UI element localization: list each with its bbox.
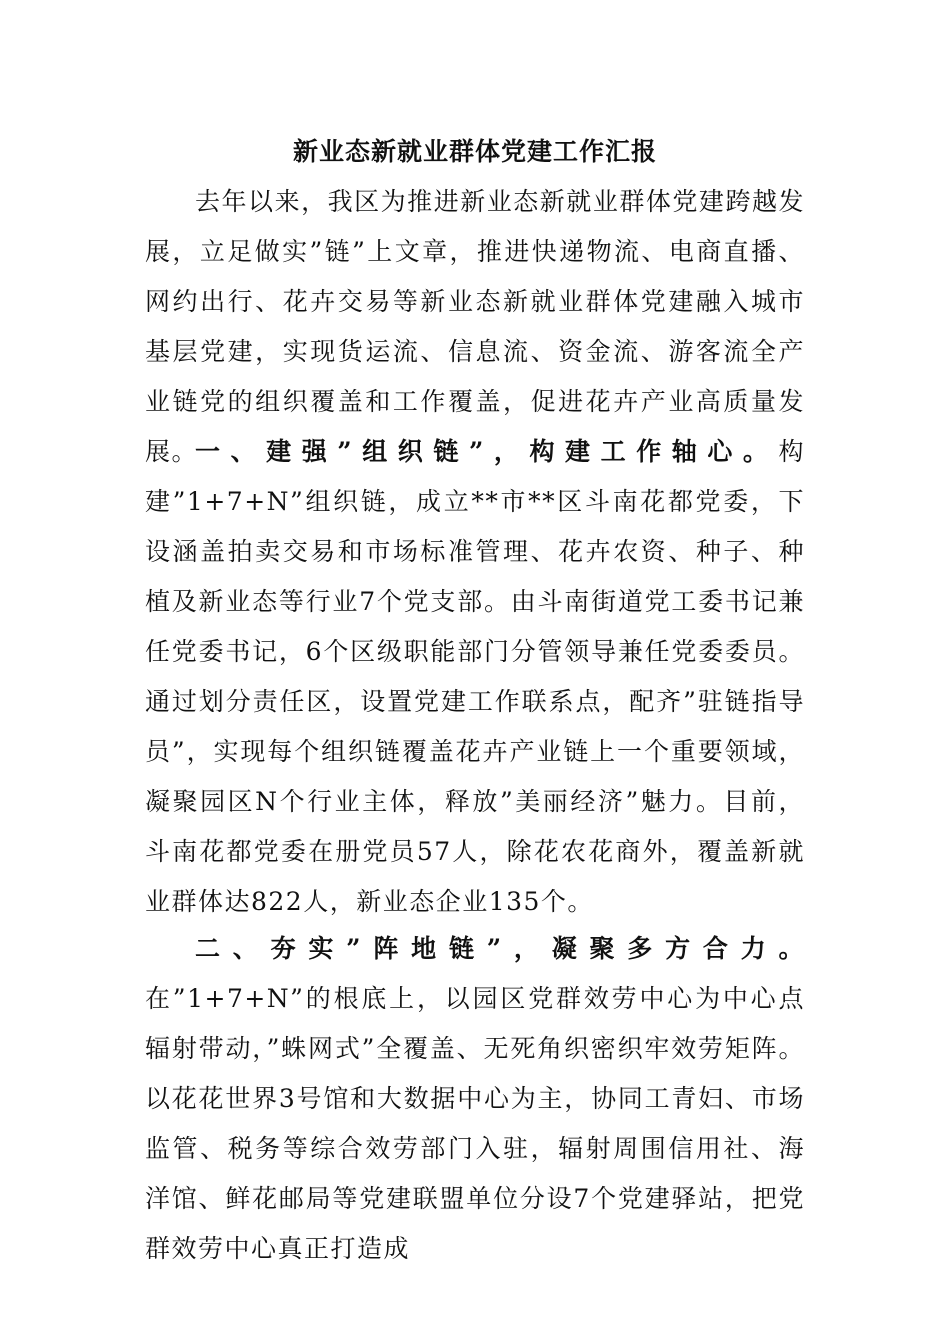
- paragraph-organization-chain: [145, 427, 805, 927]
- paragraph-position-chain-text: 在”1+7+N”的根底上，以园区党群效劳中心为中心点辐射带动，”蛛网式”全覆盖、无死角织密织牢效劳矩阵。以花花世界3号馆和大数据中心为主，协同工青妇、市场监管、税务等综合效劳部门入驻，辐射周围信用社、海洋馆、鲜花邮局等党建联盟单位分设7个党建驿站，把党群效劳中心真正打造成: [145, 984, 805, 1263]
- paragraph-position-chain: [145, 924, 805, 1274]
- document-title: 新业态新就业群体党建工作汇报: [292, 137, 657, 166]
- section-heading-position-chain: 二、夯实”阵地链”，凝聚多方合力。: [195, 934, 805, 963]
- section-heading-organization-chain: 一、建强”组织链”，构建工作轴心。: [195, 437, 779, 466]
- paragraph-organization-chain-text: 构建”1+7+N”组织链，成立**市**区斗南花都党委，下设涵盖拍卖交易和市场标准管理、花卉农资、种子、种植及新业态等行业7个党支部。由斗南街道党工委书记兼任党委书记，6个区级职能部门分管领导兼任党委委员。通过划分责任区，设置党建工作联系点，配齐”驻链指导员”，实现每个组织链覆盖花卉产业链上一个重要领域，凝聚园区N个行业主体，释放”美丽经济”魅力。目前，斗南花都党委在册党员57人，除花农花商外，覆盖新就业群体达822人，新业态企业135个。: [145, 437, 805, 916]
- paragraph-intro-text: 去年以来，我区为推进新业态新就业群体党建跨越发展，立足做实”链”上文章，推进快递物流、电商直播、网约出行、花卉交易等新业态新就业群体党建融入城市基层党建，实现货运流、信息流、资金流、游客流全产业链党的组织覆盖和工作覆盖，促进花卉产业高质量发展。: [145, 187, 805, 466]
